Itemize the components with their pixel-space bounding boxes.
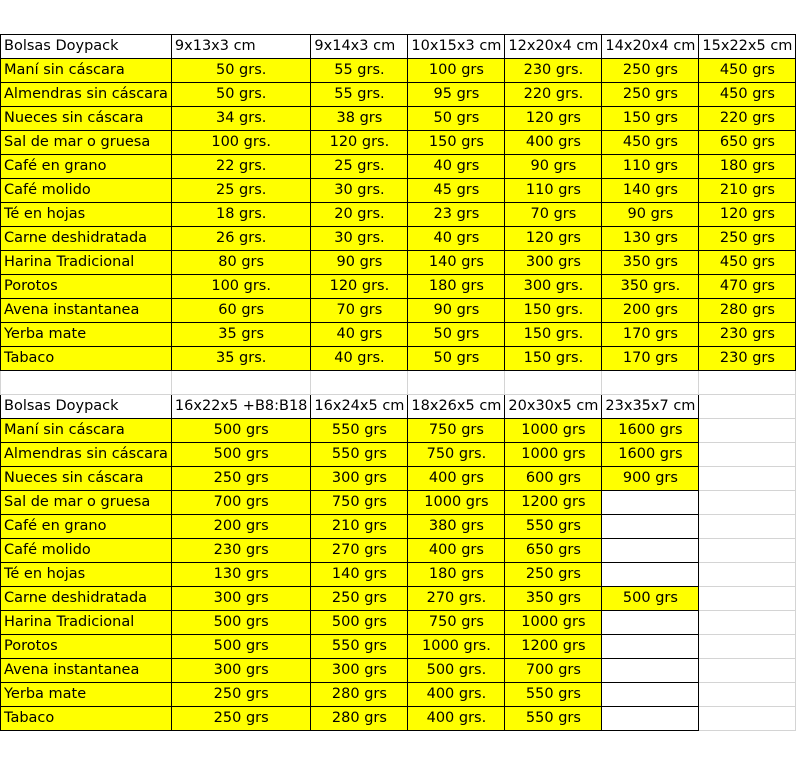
weight-cell[interactable]: 180 grs <box>408 275 505 299</box>
weight-cell[interactable]: 22 grs. <box>171 155 311 179</box>
product-name-cell[interactable]: Café en grano <box>1 155 172 179</box>
weight-cell[interactable]: 18 grs. <box>171 203 311 227</box>
weight-cell[interactable]: 250 grs <box>699 227 796 251</box>
weight-cell[interactable]: 40 grs <box>311 323 408 347</box>
spreadsheet-body <box>1 35 796 731</box>
table-row <box>1 59 796 83</box>
weight-cell[interactable]: 100 grs <box>408 59 505 83</box>
empty-cell[interactable] <box>602 539 699 563</box>
empty-cell[interactable] <box>699 659 796 683</box>
spreadsheet-grid <box>0 34 796 731</box>
weight-cell[interactable]: 110 grs <box>602 155 699 179</box>
weight-cell[interactable]: 120 grs <box>699 203 796 227</box>
weight-cell[interactable]: 200 grs <box>171 515 311 539</box>
weight-cell[interactable]: 550 grs <box>505 515 602 539</box>
product-name-cell[interactable]: Té en hojas <box>1 203 172 227</box>
weight-cell[interactable]: 80 grs <box>171 251 311 275</box>
product-name-cell[interactable]: Té en hojas <box>1 563 172 587</box>
weight-cell[interactable]: 250 grs <box>171 467 311 491</box>
header-cell-product[interactable]: Bolsas Doypack <box>1 395 172 419</box>
weight-cell[interactable]: 650 grs <box>505 539 602 563</box>
weight-cell[interactable]: 120 grs <box>505 107 602 131</box>
weight-cell[interactable]: 1200 grs <box>505 635 602 659</box>
product-name-cell[interactable]: Nueces sin cáscara <box>1 107 172 131</box>
weight-cell[interactable]: 25 grs. <box>171 179 311 203</box>
weight-cell[interactable]: 300 grs <box>311 659 408 683</box>
table-row <box>1 443 796 467</box>
weight-cell[interactable]: 1000 grs <box>505 611 602 635</box>
weight-cell[interactable]: 90 grs <box>505 155 602 179</box>
header-cell-product[interactable]: Bolsas Doypack <box>1 35 172 59</box>
weight-cell[interactable]: 500 grs. <box>408 659 505 683</box>
empty-cell[interactable] <box>699 539 796 563</box>
product-name-cell[interactable]: Maní sin cáscara <box>1 59 172 83</box>
weight-cell[interactable]: 140 grs <box>408 251 505 275</box>
weight-cell[interactable]: 120 grs. <box>311 131 408 155</box>
weight-cell[interactable]: 90 grs <box>408 299 505 323</box>
product-name-cell[interactable]: Café en grano <box>1 515 172 539</box>
weight-cell[interactable]: 280 grs <box>311 707 408 731</box>
weight-cell[interactable]: 270 grs. <box>408 587 505 611</box>
weight-cell[interactable]: 70 grs <box>311 299 408 323</box>
weight-cell[interactable]: 500 grs <box>171 419 311 443</box>
table-row <box>1 491 796 515</box>
weight-cell[interactable]: 60 grs <box>171 299 311 323</box>
header-cell-size[interactable]: 18x26x5 cm <box>408 395 505 419</box>
product-name-cell[interactable]: Yerba mate <box>1 323 172 347</box>
weight-cell[interactable]: 180 grs <box>699 155 796 179</box>
weight-cell[interactable]: 50 grs <box>408 347 505 371</box>
table-row <box>1 659 796 683</box>
weight-cell[interactable]: 100 grs. <box>171 131 311 155</box>
weight-cell[interactable]: 170 grs <box>602 323 699 347</box>
blank-row <box>1 371 796 395</box>
table-row <box>1 515 796 539</box>
product-name-cell[interactable]: Yerba mate <box>1 683 172 707</box>
table-row <box>1 539 796 563</box>
table-row <box>1 131 796 155</box>
weight-cell[interactable]: 350 grs. <box>602 275 699 299</box>
weight-cell[interactable]: 210 grs <box>311 515 408 539</box>
empty-cell[interactable] <box>699 707 796 731</box>
weight-cell[interactable]: 380 grs <box>408 515 505 539</box>
weight-cell[interactable]: 1000 grs <box>505 419 602 443</box>
empty-cell[interactable] <box>311 371 408 395</box>
weight-cell[interactable]: 50 grs <box>408 323 505 347</box>
product-name-cell[interactable]: Carne deshidratada <box>1 587 172 611</box>
weight-cell[interactable]: 110 grs <box>505 179 602 203</box>
product-name-cell[interactable]: Avena instantanea <box>1 299 172 323</box>
table-row <box>1 683 796 707</box>
weight-cell[interactable]: 400 grs <box>408 539 505 563</box>
weight-cell[interactable]: 230 grs <box>171 539 311 563</box>
weight-cell[interactable]: 250 grs <box>311 587 408 611</box>
weight-cell[interactable]: 45 grs <box>408 179 505 203</box>
weight-cell[interactable]: 38 grs <box>311 107 408 131</box>
weight-cell[interactable]: 250 grs <box>171 707 311 731</box>
weight-cell[interactable]: 20 grs. <box>311 203 408 227</box>
empty-cell[interactable] <box>699 371 796 395</box>
weight-cell[interactable]: 55 grs. <box>311 59 408 83</box>
table-row <box>1 227 796 251</box>
product-name-cell[interactable]: Maní sin cáscara <box>1 419 172 443</box>
table-row <box>1 419 796 443</box>
weight-cell[interactable]: 50 grs. <box>171 59 311 83</box>
weight-cell[interactable]: 650 grs <box>699 131 796 155</box>
empty-cell[interactable] <box>602 635 699 659</box>
empty-cell[interactable] <box>699 443 796 467</box>
weight-cell[interactable]: 1000 grs <box>408 491 505 515</box>
weight-cell[interactable]: 150 grs. <box>505 347 602 371</box>
weight-cell[interactable]: 180 grs <box>408 563 505 587</box>
weight-cell[interactable]: 280 grs <box>699 299 796 323</box>
empty-cell[interactable] <box>699 491 796 515</box>
empty-cell[interactable] <box>602 491 699 515</box>
weight-cell[interactable]: 1000 grs. <box>408 635 505 659</box>
product-name-cell[interactable]: Tabaco <box>1 707 172 731</box>
weight-cell[interactable]: 500 grs <box>311 611 408 635</box>
weight-cell[interactable]: 550 grs <box>311 419 408 443</box>
product-name-cell[interactable]: Almendras sin cáscara <box>1 443 172 467</box>
table-row <box>1 467 796 491</box>
product-name-cell[interactable]: Harina Tradicional <box>1 611 172 635</box>
table-row <box>1 251 796 275</box>
weight-cell[interactable]: 210 grs <box>699 179 796 203</box>
weight-cell[interactable]: 170 grs <box>602 347 699 371</box>
header-row <box>1 395 796 419</box>
weight-cell[interactable]: 26 grs. <box>171 227 311 251</box>
weight-cell[interactable]: 55 grs. <box>311 83 408 107</box>
weight-cell[interactable]: 150 grs <box>602 107 699 131</box>
weight-cell[interactable]: 40 grs <box>408 155 505 179</box>
weight-cell[interactable]: 550 grs <box>505 683 602 707</box>
empty-cell[interactable] <box>602 659 699 683</box>
header-cell-size[interactable]: 12x20x4 cm <box>505 35 602 59</box>
weight-cell[interactable]: 400 grs. <box>408 707 505 731</box>
weight-cell[interactable]: 470 grs <box>699 275 796 299</box>
empty-cell[interactable] <box>699 395 796 419</box>
table-row <box>1 275 796 299</box>
product-name-cell[interactable]: Café molido <box>1 539 172 563</box>
weight-cell[interactable]: 30 grs. <box>311 179 408 203</box>
empty-cell[interactable] <box>602 371 699 395</box>
weight-cell[interactable]: 400 grs <box>408 467 505 491</box>
weight-cell[interactable]: 90 grs <box>311 251 408 275</box>
weight-cell[interactable]: 90 grs <box>602 203 699 227</box>
weight-cell[interactable]: 140 grs <box>602 179 699 203</box>
empty-cell[interactable] <box>505 371 602 395</box>
weight-cell[interactable]: 230 grs <box>699 323 796 347</box>
weight-cell[interactable]: 200 grs <box>602 299 699 323</box>
empty-cell[interactable] <box>699 587 796 611</box>
weight-cell[interactable]: 150 grs. <box>505 299 602 323</box>
weight-cell[interactable]: 1600 grs <box>602 443 699 467</box>
table-row <box>1 707 796 731</box>
table-row <box>1 611 796 635</box>
empty-cell[interactable] <box>602 683 699 707</box>
header-cell-size[interactable]: 9x13x3 cm <box>171 35 311 59</box>
header-row <box>1 35 796 59</box>
weight-cell[interactable]: 600 grs <box>505 467 602 491</box>
empty-cell[interactable] <box>408 371 505 395</box>
product-name-cell[interactable]: Nueces sin cáscara <box>1 467 172 491</box>
weight-cell[interactable]: 50 grs. <box>171 83 311 107</box>
table-row <box>1 563 796 587</box>
table-row <box>1 587 796 611</box>
weight-cell[interactable]: 1200 grs <box>505 491 602 515</box>
weight-cell[interactable]: 500 grs <box>171 635 311 659</box>
weight-cell[interactable]: 450 grs <box>699 251 796 275</box>
empty-cell[interactable] <box>699 515 796 539</box>
weight-cell[interactable]: 250 grs <box>602 59 699 83</box>
weight-cell[interactable]: 400 grs <box>505 131 602 155</box>
weight-cell[interactable]: 100 grs. <box>171 275 311 299</box>
weight-cell[interactable]: 300 grs <box>171 587 311 611</box>
product-name-cell[interactable]: Porotos <box>1 635 172 659</box>
weight-cell[interactable]: 220 grs. <box>505 83 602 107</box>
weight-cell[interactable]: 50 grs <box>408 107 505 131</box>
weight-cell[interactable]: 700 grs <box>171 491 311 515</box>
empty-cell[interactable] <box>699 467 796 491</box>
table-row <box>1 347 796 371</box>
weight-cell[interactable]: 350 grs <box>602 251 699 275</box>
weight-cell[interactable]: 450 grs <box>602 131 699 155</box>
empty-cell[interactable] <box>1 371 172 395</box>
empty-cell[interactable] <box>602 515 699 539</box>
table-row <box>1 155 796 179</box>
weight-cell[interactable]: 500 grs <box>171 611 311 635</box>
header-cell-size[interactable]: 16x24x5 cm <box>311 395 408 419</box>
table-row <box>1 107 796 131</box>
weight-cell[interactable]: 230 grs <box>699 347 796 371</box>
weight-cell[interactable]: 120 grs. <box>311 275 408 299</box>
weight-cell[interactable]: 70 grs <box>505 203 602 227</box>
weight-cell[interactable]: 250 grs <box>171 683 311 707</box>
weight-cell[interactable]: 150 grs. <box>505 323 602 347</box>
weight-cell[interactable]: 40 grs <box>408 227 505 251</box>
weight-cell[interactable]: 270 grs <box>311 539 408 563</box>
weight-cell[interactable]: 400 grs. <box>408 683 505 707</box>
weight-cell[interactable]: 120 grs <box>505 227 602 251</box>
weight-cell[interactable]: 550 grs <box>311 443 408 467</box>
header-cell-size[interactable]: 16x22x5 +B8:B18 <box>171 395 311 419</box>
weight-cell[interactable]: 30 grs. <box>311 227 408 251</box>
weight-cell[interactable]: 250 grs <box>505 563 602 587</box>
weight-cell[interactable]: 700 grs <box>505 659 602 683</box>
weight-cell[interactable]: 500 grs <box>171 443 311 467</box>
weight-cell[interactable]: 750 grs. <box>408 443 505 467</box>
weight-cell[interactable]: 35 grs. <box>171 347 311 371</box>
empty-cell[interactable] <box>699 419 796 443</box>
weight-cell[interactable]: 25 grs. <box>311 155 408 179</box>
header-cell-size[interactable]: 14x20x4 cm <box>602 35 699 59</box>
empty-cell[interactable] <box>171 371 311 395</box>
product-name-cell[interactable]: Porotos <box>1 275 172 299</box>
product-name-cell[interactable]: Carne deshidratada <box>1 227 172 251</box>
product-name-cell[interactable]: Sal de mar o gruesa <box>1 131 172 155</box>
weight-cell[interactable]: 750 grs <box>408 419 505 443</box>
weight-cell[interactable]: 500 grs <box>602 587 699 611</box>
weight-cell[interactable]: 95 grs <box>408 83 505 107</box>
weight-cell[interactable]: 750 grs <box>311 491 408 515</box>
weight-cell[interactable]: 300 grs <box>505 251 602 275</box>
weight-cell[interactable]: 40 grs. <box>311 347 408 371</box>
weight-cell[interactable]: 550 grs <box>311 635 408 659</box>
table-row <box>1 203 796 227</box>
weight-cell[interactable]: 750 grs <box>408 611 505 635</box>
empty-cell[interactable] <box>602 563 699 587</box>
product-name-cell[interactable]: Sal de mar o gruesa <box>1 491 172 515</box>
product-name-cell[interactable]: Café molido <box>1 179 172 203</box>
weight-cell[interactable]: 220 grs <box>699 107 796 131</box>
weight-cell[interactable]: 140 grs <box>311 563 408 587</box>
weight-cell[interactable]: 300 grs <box>171 659 311 683</box>
weight-cell[interactable]: 350 grs <box>505 587 602 611</box>
product-name-cell[interactable]: Avena instantanea <box>1 659 172 683</box>
header-cell-size[interactable]: 15x22x5 cm <box>699 35 796 59</box>
weight-cell[interactable]: 450 grs <box>699 83 796 107</box>
weight-cell[interactable]: 35 grs <box>171 323 311 347</box>
empty-cell[interactable] <box>699 611 796 635</box>
header-cell-size[interactable]: 23x35x7 cm <box>602 395 699 419</box>
weight-cell[interactable]: 23 grs <box>408 203 505 227</box>
weight-cell[interactable]: 150 grs <box>408 131 505 155</box>
weight-cell[interactable]: 130 grs <box>171 563 311 587</box>
table-row <box>1 635 796 659</box>
empty-cell[interactable] <box>602 707 699 731</box>
weight-cell[interactable]: 450 grs <box>699 59 796 83</box>
weight-cell[interactable]: 1600 grs <box>602 419 699 443</box>
table-row <box>1 299 796 323</box>
product-name-cell[interactable]: Tabaco <box>1 347 172 371</box>
weight-cell[interactable]: 1000 grs <box>505 443 602 467</box>
weight-cell[interactable]: 300 grs <box>311 467 408 491</box>
table-row <box>1 83 796 107</box>
weight-cell[interactable]: 280 grs <box>311 683 408 707</box>
product-name-cell[interactable]: Almendras sin cáscara <box>1 83 172 107</box>
header-cell-size[interactable]: 9x14x3 cm <box>311 35 408 59</box>
table-row <box>1 179 796 203</box>
weight-cell[interactable]: 900 grs <box>602 467 699 491</box>
weight-cell[interactable]: 34 grs. <box>171 107 311 131</box>
empty-cell[interactable] <box>602 611 699 635</box>
header-cell-size[interactable]: 10x15x3 cm <box>408 35 505 59</box>
empty-cell[interactable] <box>699 563 796 587</box>
empty-cell[interactable] <box>699 635 796 659</box>
table-row <box>1 323 796 347</box>
weight-cell[interactable]: 130 grs <box>602 227 699 251</box>
weight-cell[interactable]: 300 grs. <box>505 275 602 299</box>
product-name-cell[interactable]: Harina Tradicional <box>1 251 172 275</box>
weight-cell[interactable]: 250 grs <box>602 83 699 107</box>
header-cell-size[interactable]: 20x30x5 cm <box>505 395 602 419</box>
empty-cell[interactable] <box>699 683 796 707</box>
weight-cell[interactable]: 550 grs <box>505 707 602 731</box>
weight-cell[interactable]: 230 grs. <box>505 59 602 83</box>
